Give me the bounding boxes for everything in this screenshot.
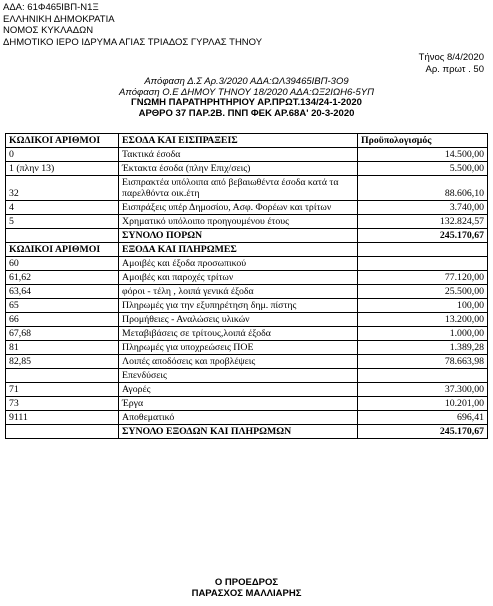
row-amount: 100,00	[358, 299, 488, 313]
row-code: 9111	[6, 411, 119, 425]
table-row	[6, 383, 488, 397]
row-amount: 10.201,00	[358, 397, 488, 411]
table-row	[6, 397, 488, 411]
revenue-total-row	[6, 229, 488, 243]
row-description: Αμοιβές και έξοδα προσωπικού	[119, 257, 358, 271]
observatory-opinion: ΓΝΩΜΗ ΠΑΡΑΤΗΡΗΤΗΡΙΟΥ ΑΡ.ΠΡΩΤ.134/24-1-2020	[131, 97, 362, 108]
header-codes: ΚΩΔΙΚΟΙ ΑΡΙΘΜΟΙ	[6, 243, 119, 257]
table-row	[6, 215, 488, 229]
row-code: 63,64	[6, 285, 119, 299]
signatory-title: Ο ΠΡΟΕΔΡΟΣ	[214, 577, 279, 588]
row-amount	[358, 257, 488, 271]
row-amount: 3.740,00	[358, 201, 488, 215]
row-description: Αποθεματικό	[119, 411, 358, 425]
table-row	[6, 201, 488, 215]
row-description: Αμοιβές και παροχές τρίτων	[119, 271, 358, 285]
row-code: 81	[6, 341, 119, 355]
document-header	[3, 2, 262, 48]
row-code: 1 (πλην 13)	[6, 162, 119, 176]
header-revenue: ΕΣΟΔΑ ΚΑΙ ΕΙΣΠΡΑΞΕΙΣ	[119, 134, 358, 148]
row-code: 66	[6, 313, 119, 327]
row-code: 67,68	[6, 327, 119, 341]
committee-decision: Απόφαση Ο.Ε ΔΗΜΟΥ ΤΗΝΟΥ 18/2020 ΑΔΑ:ΩΞ2ΙΩΗ6-5ΥΠ	[119, 86, 374, 98]
row-code	[6, 369, 119, 383]
budget-table	[5, 133, 488, 439]
header-budget: Προϋπολογισμός	[358, 134, 488, 148]
row-amount: 14.500,00	[358, 148, 488, 162]
signatory-name: ΠΑΡΑΣΧΟΣ ΜΑΛΛΙΑΡΗΣ	[191, 588, 302, 599]
row-code: 32	[6, 176, 119, 201]
table-row	[6, 341, 488, 355]
row-amount: 1.389,28	[358, 341, 488, 355]
row-code: 71	[6, 383, 119, 397]
row-description: Αγορές	[119, 383, 358, 397]
legal-article: ΑΡΘΡΟ 37 ΠΑΡ.2Β. ΠΝΠ ΦΕΚ ΑΡ.68Α' 20-3-2020	[138, 107, 355, 119]
signature-block	[0, 577, 493, 599]
row-amount: 132.824,57	[358, 215, 488, 229]
decisions-block	[0, 77, 493, 119]
header-empty	[358, 243, 488, 257]
row-code: 65	[6, 299, 119, 313]
header-expenses: ΕΞΟΔΑ ΚΑΙ ΠΛΗΡΩΜΕΣ	[119, 243, 358, 257]
row-code: 5	[6, 215, 119, 229]
row-amount: 88.606,10	[358, 176, 488, 201]
row-amount: 77.120,00	[358, 271, 488, 285]
row-amount: 5.500,00	[358, 162, 488, 176]
row-description: Πληρωμές για την εξυπηρέτηση δημ. πίστης	[119, 299, 358, 313]
row-code: 4	[6, 201, 119, 215]
table-row	[6, 148, 488, 162]
board-decision: Απόφαση Δ.Σ Αρ.3/2020 ΑΔΑ:ΩΛ39465ΙΒΠ-3Ο9	[144, 76, 349, 87]
row-amount: 696,41	[358, 411, 488, 425]
row-amount: 78.663,98	[358, 355, 488, 369]
header-codes: ΚΩΔΙΚΟΙ ΑΡΙΘΜΟΙ	[6, 134, 119, 148]
date-block	[419, 52, 484, 76]
row-amount: 37.300,00	[358, 383, 488, 397]
table-row	[6, 355, 488, 369]
row-amount: 25.500,00	[358, 285, 488, 299]
table-row	[6, 369, 488, 383]
total-amount: 245.170,67	[358, 229, 488, 243]
row-amount: 1.000,00	[358, 327, 488, 341]
row-code: 82,85	[6, 355, 119, 369]
row-code: 0	[6, 148, 119, 162]
prefecture-name: ΝΟΜΟΣ ΚΥΚΛΑΔΩΝ	[3, 25, 94, 36]
row-code: 61,62	[6, 271, 119, 285]
row-description: Λοιπές αποδόσεις και προβλέψεις	[119, 355, 358, 369]
document-date: Τήνος 8/4/2020	[418, 52, 484, 63]
row-code	[6, 425, 119, 439]
row-amount: 13.200,00	[358, 313, 488, 327]
institution-name: ΔΗΜΟΤΙΚΟ ΙΕΡΟ ΙΔΡΥΜΑ ΑΓΙΑΣ ΤΡΙΑΔΟΣ ΓΥΡΛΑΣ ΤΗΝΟΥ	[3, 36, 263, 48]
table-row	[6, 257, 488, 271]
revenue-header-row	[6, 134, 488, 148]
row-description: Προμήθειες - Αναλώσεις υλικών	[119, 313, 358, 327]
row-code: 73	[6, 397, 119, 411]
table-row	[6, 411, 488, 425]
row-description: Επενδύσεις	[119, 369, 358, 383]
table-row	[6, 162, 488, 176]
total-label: ΣΥΝΟΛΟ ΕΞΟΔΩΝ ΚΑΙ ΠΛΗΡΩΜΩΝ	[119, 425, 358, 439]
row-description: Χρηματικό υπόλοιπο προηγουμένου έτους	[119, 215, 358, 229]
ada-code: ΑΔΑ: 61Φ465ΙΒΠ-Ν1Ξ	[3, 2, 99, 13]
row-description: Μεταβιβάσεις σε τρίτους,λοιπά έξοδα	[119, 327, 358, 341]
table-row	[6, 285, 488, 299]
row-description: Τακτικά έσοδα	[119, 148, 358, 162]
expense-header-row	[6, 243, 488, 257]
row-code: 60	[6, 257, 119, 271]
table-row	[6, 176, 488, 201]
table-row	[6, 299, 488, 313]
row-description: Εισπρακτέα υπόλοιπα από βεβαιωθέντα έσοδα κατά τα παρελθόντα οικ.έτη	[119, 176, 358, 201]
table-row	[6, 313, 488, 327]
row-description: Έκτακτα έσοδα (πλην Επιχ/σεις)	[119, 162, 358, 176]
row-description: Εισπράξεις υπέρ Δημοσίου, Ασφ. Φορέων και τρίτων	[119, 201, 358, 215]
row-description: φόροι - τέλη , λοιπά γενικά έξοδα	[119, 285, 358, 299]
total-label: ΣΥΝΟΛΟ ΠΟΡΩΝ	[119, 229, 358, 243]
row-code	[6, 229, 119, 243]
row-description: Πληρωμές για υποχρεώσεις ΠΟΕ	[119, 341, 358, 355]
table-row	[6, 271, 488, 285]
expenses-total-row	[6, 425, 488, 439]
table-row	[6, 327, 488, 341]
protocol-number: Αρ. πρωτ . 50	[425, 64, 484, 75]
total-amount: 245.170,67	[358, 425, 488, 439]
row-description: Έργα	[119, 397, 358, 411]
row-amount	[358, 369, 488, 383]
country-name: ΕΛΛΗΝΙΚΗ ΔΗΜΟΚΡΑΤΙΑ	[3, 13, 115, 25]
